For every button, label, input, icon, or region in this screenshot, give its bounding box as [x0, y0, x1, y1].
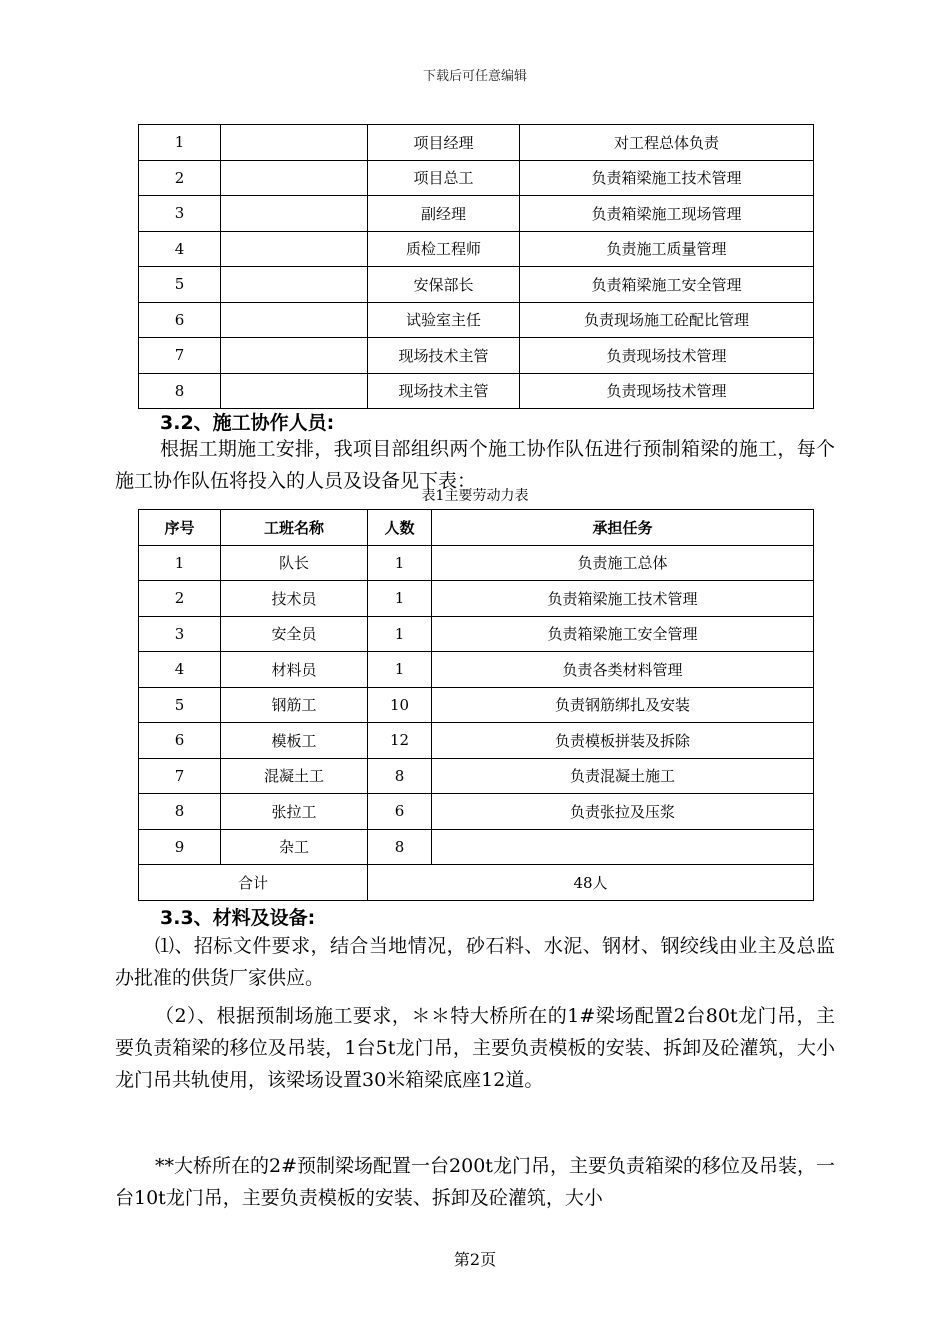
table-cell: 1 — [139, 125, 221, 161]
table-cell: 8 — [368, 758, 432, 794]
table-cell: 试验室主任 — [368, 302, 520, 338]
table-cell: 负责混凝土施工 — [432, 758, 814, 794]
table-row — [139, 267, 814, 303]
table-cell: 9 — [139, 829, 221, 865]
table-cell: 负责箱梁施工技术管理 — [432, 581, 814, 617]
paragraph-3-3-3: **大桥所在的2#预制梁场配置一台200t龙门吊，主要负责箱梁的移位及吊装，一台10t龙门吊，主要负责模板的安装、拆卸及砼灌筑，大小 — [115, 1155, 835, 1209]
table-cell: 混凝土工 — [221, 758, 368, 794]
table-cell: 2 — [139, 581, 221, 617]
labor-table — [138, 509, 814, 901]
table-cell: 2 — [139, 160, 221, 196]
table-cell: 负责张拉及压浆 — [432, 794, 814, 830]
section-heading-3-3: 3.3、材料及设备: — [160, 907, 316, 929]
table-cell: 杂工 — [221, 829, 368, 865]
table-row — [139, 125, 814, 161]
table-cell: 3 — [139, 196, 221, 232]
table-cell — [221, 373, 368, 409]
table-cell — [221, 267, 368, 303]
table-cell: 安全员 — [221, 616, 368, 652]
table-cell — [432, 829, 814, 865]
table-cell: 钢筋工 — [221, 687, 368, 723]
table-cell: 4 — [139, 652, 221, 688]
table-cell: 负责箱梁施工技术管理 — [520, 160, 814, 196]
table-cell: 负责箱梁施工安全管理 — [432, 616, 814, 652]
table-cell: 5 — [139, 267, 221, 303]
table-row — [139, 160, 814, 196]
table-cell: 副经理 — [368, 196, 520, 232]
table-cell: 负责施工总体 — [432, 545, 814, 581]
table-cell: 1 — [368, 545, 432, 581]
table-cell: 现场技术主管 — [368, 373, 520, 409]
table-cell: 5 — [139, 687, 221, 723]
table-cell: 负责模板拼装及拆除 — [432, 723, 814, 759]
table-cell — [221, 196, 368, 232]
table-cell: 1 — [368, 616, 432, 652]
table-total-row — [139, 865, 814, 901]
table-cell: 材料员 — [221, 652, 368, 688]
table-cell — [221, 125, 368, 161]
table-cell: 12 — [368, 723, 432, 759]
table-cell: 4 — [139, 231, 221, 267]
table-row — [139, 338, 814, 374]
page-number: 第2页 — [453, 1250, 497, 1269]
staff-table — [138, 124, 814, 409]
table-row — [139, 758, 814, 794]
table-cell: 负责施工质量管理 — [520, 231, 814, 267]
table-cell: 项目总工 — [368, 160, 520, 196]
table-cell — [221, 302, 368, 338]
table-row — [139, 231, 814, 267]
table-row — [139, 687, 814, 723]
column-header: 人数 — [368, 510, 432, 546]
table-cell: 安保部长 — [368, 267, 520, 303]
table-cell: 1 — [368, 652, 432, 688]
table-cell: 负责箱梁施工现场管理 — [520, 196, 814, 232]
table-cell: 7 — [139, 338, 221, 374]
table-cell: 对工程总体负责 — [520, 125, 814, 161]
table-cell: 8 — [368, 829, 432, 865]
total-label: 合计 — [139, 865, 368, 901]
table-cell: 8 — [139, 373, 221, 409]
table-cell: 负责钢筋绑扎及安装 — [432, 687, 814, 723]
table-row — [139, 545, 814, 581]
paragraph-3-3-1: ⑴、招标文件要求，结合当地情况，砂石料、水泥、钢材、钢绞线由业主及总监办批准的供货厂家供应。 — [115, 935, 835, 989]
header-note: 下载后可任意编辑 — [422, 69, 527, 84]
table-row — [139, 794, 814, 830]
column-header: 工班名称 — [221, 510, 368, 546]
table-cell: 1 — [368, 581, 432, 617]
table-cell: 质检工程师 — [368, 231, 520, 267]
table-cell — [221, 160, 368, 196]
table-cell — [221, 338, 368, 374]
table-cell: 负责现场施工砼配比管理 — [520, 302, 814, 338]
table-cell: 负责各类材料管理 — [432, 652, 814, 688]
table-cell: 负责箱梁施工安全管理 — [520, 267, 814, 303]
section-heading-3-2: 3.2、施工协作人员: — [160, 412, 335, 434]
table-cell: 1 — [139, 545, 221, 581]
table-header-row — [139, 510, 814, 546]
column-header: 序号 — [139, 510, 221, 546]
table-cell: 6 — [368, 794, 432, 830]
paragraph-3-3-2: （2）、根据预制场施工要求，＊＊特大桥所在的1#梁场配置2台80t龙门吊，主要负责箱梁的移位及吊装，1台5t龙门吊，主要负责模板的安装、拆卸及砼灌筑，大小龙门吊共轨使用，该梁场设置30米箱梁底座12道。 — [115, 1005, 835, 1091]
table-row — [139, 652, 814, 688]
column-header: 承担任务 — [432, 510, 814, 546]
table-row — [139, 829, 814, 865]
table-cell: 项目经理 — [368, 125, 520, 161]
table-cell: 7 — [139, 758, 221, 794]
paragraph-3-2: 根据工期施工安排，我项目部组织两个施工协作队伍进行预制箱梁的施工，每个施工协作队伍将投入的人员及设备见下表： — [115, 438, 835, 492]
table-row — [139, 616, 814, 652]
table-cell: 队长 — [221, 545, 368, 581]
table-cell: 6 — [139, 723, 221, 759]
table-cell: 负责现场技术管理 — [520, 373, 814, 409]
table-cell: 10 — [368, 687, 432, 723]
table-cell: 张拉工 — [221, 794, 368, 830]
table-cell: 技术员 — [221, 581, 368, 617]
table-row — [139, 373, 814, 409]
table-cell: 模板工 — [221, 723, 368, 759]
table-cell: 3 — [139, 616, 221, 652]
table-row — [139, 723, 814, 759]
table-cell: 6 — [139, 302, 221, 338]
table-row — [139, 581, 814, 617]
table-cell: 现场技术主管 — [368, 338, 520, 374]
table-cell: 8 — [139, 794, 221, 830]
table-caption: 表1主要劳动力表 — [421, 488, 529, 504]
total-value: 48人 — [368, 865, 814, 901]
table-row — [139, 196, 814, 232]
table-cell — [221, 231, 368, 267]
table-row — [139, 302, 814, 338]
table-cell: 负责现场技术管理 — [520, 338, 814, 374]
